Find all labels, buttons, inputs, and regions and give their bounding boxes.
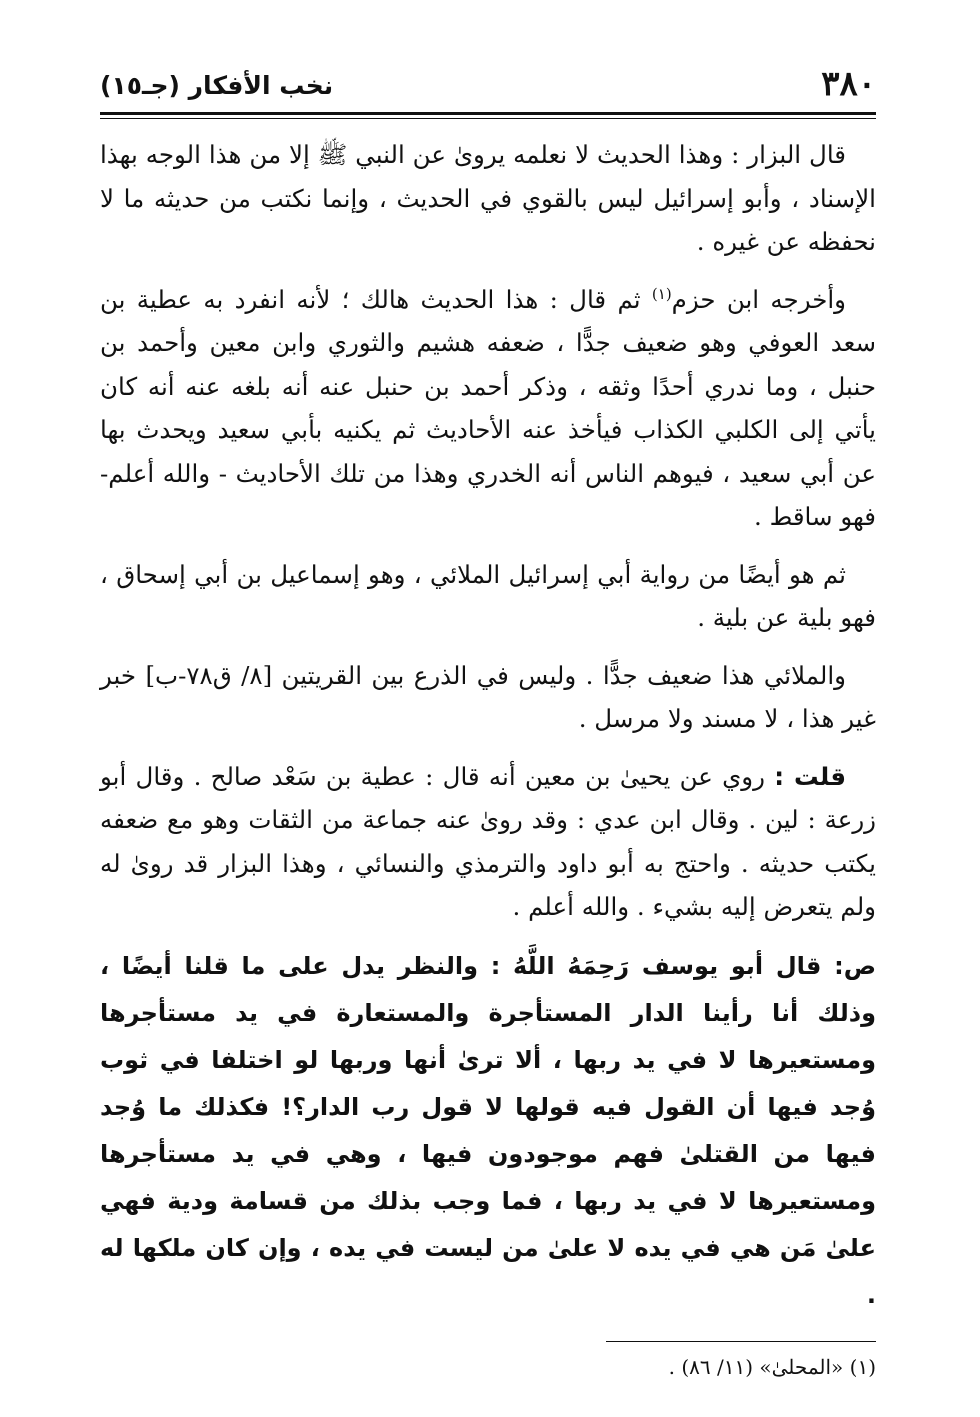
body-text	[100, 133, 876, 1319]
header-rule-thin	[100, 118, 876, 119]
paragraph-bazzar-text: قال البزار : وهذا الحديث لا نعلمه يروىٰ عن النبي ﷺ إلا من هذا الوجه بهذا الإسناد ، وأبو إسرائيل ليس بالقوي في الحديث ، وإنما نكتب من حديثه ما لا نحفظه عن غيره .	[100, 140, 876, 256]
paragraph-qultu-text: روي عن يحيىٰ بن معين أنه قال : عطية بن سَعْد صالح . وقال أبو زرعة : لين . وقال ابن عدي : وقد روىٰ عنه جماعة من الثقات وهو مع ضعفه يكتب حديثه . واحتج به أبو داود والترمذي والنسائي ، وهذا البزار قد روىٰ له ولم يتعرض إليه بشيء . والله أعلم .	[100, 761, 876, 921]
paragraph-bazzar	[100, 133, 876, 264]
header-rule-thick	[100, 112, 876, 115]
paragraph-main-text	[100, 943, 876, 1319]
paragraph-ibn-hazm	[100, 278, 876, 539]
paragraph-abu-israil	[100, 553, 876, 640]
paragraph-main-text-body: ص: قال أبو يوسف رَحِمَهُ اللَّهُ : والنظر يدل على ما قلنا أيضًا ، وذلك أنا رأينا الدار المستأجرة والمستعارة في يد مستأجرها ومستعيرها لا في يد ربها ، ألا ترىٰ أنها وربها لو اختلفا في ثوب وُجد فيها أن القول فيه قولها لا قول رب الدار؟! فكذلك ما وُجد فيها من القتلىٰ فهم موجودون فيها ، وهي في يد مستأجرها ومستعيرها لا في يد ربها ، فما وجب بذلك من قسامة ودية فهي علىٰ مَن هي في يده لا علىٰ من ليست في يده ، وإن كان ملكها له .	[100, 951, 876, 1309]
page-number: ٣٨٠	[821, 64, 876, 104]
footnote: (١) «المحلىٰ» (١١/ ٨٦) .	[668, 1354, 876, 1379]
page-header	[100, 62, 876, 108]
paragraph-qultu	[100, 755, 876, 929]
paragraph-ibn-hazm-intro: وأخرجه ابن حزم	[671, 284, 846, 314]
footnote-reference[interactable]: (١)	[651, 284, 672, 303]
paragraph-mulai	[100, 654, 876, 741]
footnote-rule	[606, 1341, 876, 1342]
paragraph-abu-israil-text: ثم هو أيضًا من رواية أبي إسرائيل الملائي ، وهو إسماعيل بن أبي إسحاق ، فهو بلية عن بلية .	[100, 559, 876, 632]
book-title: نخب الأفكار (جـ١٥)	[100, 71, 334, 100]
paragraph-ibn-hazm-text: ثم قال : هذا الحديث هالك ؛ لأنه انفرد به عطية بن سعد العوفي وهو ضعيف جدًّا ، ضعفه هشيم والثوري وابن معين وأحمد بن حنبل ، وما ندري أحدًا وثقه ، وذكر أحمد بن حنبل عنه أنه بلغه عنه أنه كان يأتي إلى الكلبي الكذاب فيأخذ عنه الأحاديث ثم يكنيه بأبي سعيد ويحدث بها عن أبي سعيد ، فيوهم الناس أنه الخدري وهذا من تلك الأحاديث - والله أعلم- فهو ساقط .	[100, 284, 876, 531]
qultu-label: قلت :	[774, 761, 846, 791]
document-page	[100, 62, 876, 1382]
paragraph-mulai-text: والملائي هذا ضعيف جدًّا . وليس في الذرع بين القريتين [٨/ ق٧٨-ب] خبر غير هذا ، لا مسند ولا مرسل .	[100, 660, 876, 733]
